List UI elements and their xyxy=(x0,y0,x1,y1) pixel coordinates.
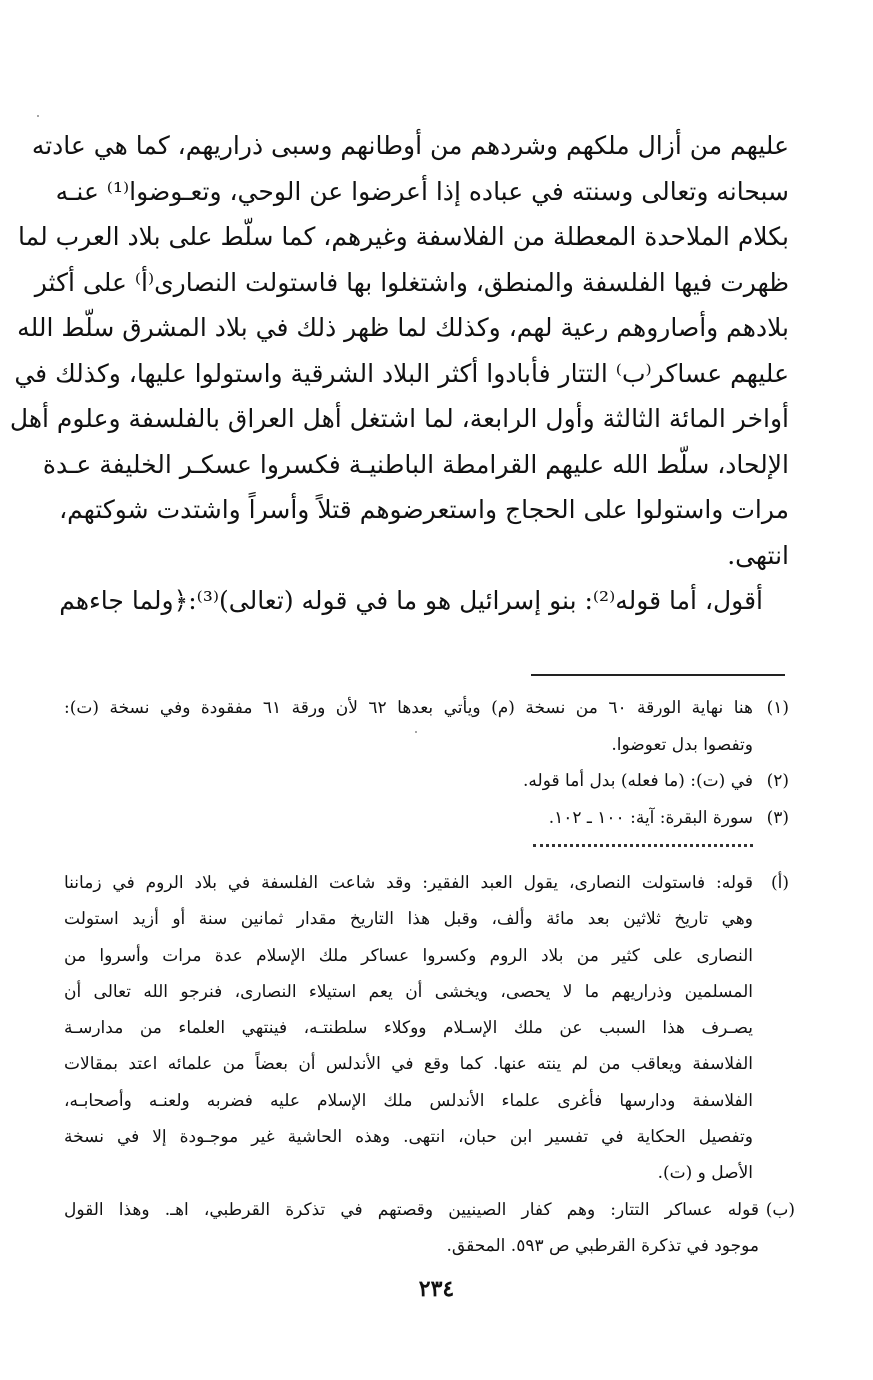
footnote-line: في (ت): (ما فعله) بدل أما قوله. xyxy=(523,771,753,791)
footnote-1 xyxy=(64,690,789,763)
dotted-separator xyxy=(533,844,753,867)
footnote-line: هنا نهاية الورقة ٦٠ من نسخة (م) ويأتي بعدها ٦٢ لأن ورقة ٦١ مفقودة وفي نسخة (ت): xyxy=(64,698,753,718)
main-line-7: أواخر المائة الثالثة وأول الرابعة، لما اشتغل أهل العراق بالفلسفة وعلوم أهل xyxy=(9,404,789,433)
annotation-line: النصارى على كثير من بلاد الروم وكسروا عساكر ملك الإسلام عدة مرات وأسروا من xyxy=(64,945,753,966)
annotation-line: الأصل و (ت). xyxy=(657,1163,753,1184)
footnote-marker: (٣) xyxy=(766,807,789,828)
annotation-line: قوله عساكر التتار: وهم كفار الصينيين وقصتهم في تذكرة القرطبي، اهـ. وهذا القول xyxy=(64,1199,759,1220)
footnote-marker: (٢) xyxy=(766,771,789,791)
main-line-3: بكلام الملاحدة المعطلة من الفلاسفة وغيرهم، كما سلّط على بلاد العرب لما xyxy=(18,222,789,251)
annotation-line: يصـرف هذا السبب عن ملك الإسـلام ووكلاء سلطنتـه، فينتهي العلماء من مدارسـة xyxy=(64,1018,753,1039)
footnote-body xyxy=(64,800,753,837)
annotation-line: المسلمين وذراريهم ما لا يحصى، ويخشى أن يعم استيلاء النصارى، فنرجو الله تعالى أن xyxy=(64,981,753,1002)
main-para2-line-1: أقول، أما قوله⁽²⁾: بنو إسرائيل هو ما في قوله (تعالى)⁽³⁾:﴿ولما جاءهم xyxy=(59,586,763,615)
main-line-8: الإلحاد، سلّط الله عليهم القرامطة الباطنيـة فكسروا عسكـر الخليفة عـدة xyxy=(42,449,789,479)
main-line-4: ظهرت فيها الفلسفة والمنطق، واشتغلوا بها فاستولت النصارى⁽أ⁾ على أكثر xyxy=(34,267,789,297)
annotation-line: وهي تاريخ ثلاثين بعد مائة وألف، وقبل هذا التاريخ مقدار ثمانين سنة أو أزيد استولت xyxy=(64,909,753,930)
annotation-beh xyxy=(64,1192,795,1265)
main-text xyxy=(9,123,789,624)
annotation-alef xyxy=(64,865,789,1192)
annotation-line: الفلاسفة ويعاقب من لم ينته عنها. كما وقع في الأندلس أن بعضاً من علمائه اعتد بمقالات xyxy=(64,1054,753,1075)
annotation-line: الفلاسفة ودارسها فأغرى علماء الأندلس ملك الإسلام عليه فضربه ولعنـه وأصحابـه، xyxy=(64,1090,753,1111)
main-line-10: انتهى. xyxy=(727,540,789,570)
annotation-line: قوله: فاستولت النصارى، يقول العبد الفقير: وقد شاعت الفلسفة في بلاد الروم في زماننا xyxy=(64,873,753,893)
footnote-2 xyxy=(64,763,789,800)
annotation-body xyxy=(64,1192,759,1265)
scan-speck xyxy=(415,731,417,733)
main-line-1: عليهم من أزال ملكهم وشردهم من أوطانهم وسبى ذراريهم، كما هي عادته xyxy=(31,131,789,160)
footnote-separator xyxy=(531,674,785,676)
annotation-line: وتفصيل الحكاية في تفسير ابن حبان، انتهى. وهذه الحاشية غير موجـودة إلا في نسخة xyxy=(64,1127,753,1148)
footnote-line: سورة البقرة: آية: ١٠٠ ـ ١٠٢. xyxy=(548,807,753,828)
annotation-line: موجود في تذكرة القرطبي ص ٥٩٣. المحقق. xyxy=(446,1235,759,1256)
main-line-9: مرات واستولوا على الحجاج واستعرضوهم قتلاً وأسراً واشتدت شوكتهم، xyxy=(59,495,789,524)
main-line-5: بلادهم وأصاروهم رعية لهم، وكذلك لما ظهر ذلك في بلاد المشرق سلّط الله xyxy=(17,313,789,342)
footnote-3 xyxy=(64,800,789,837)
page-number: ٢٣٤ xyxy=(418,1276,455,1302)
footnote-body xyxy=(64,690,753,763)
footnotes-section xyxy=(64,690,795,1264)
footnote-body xyxy=(64,763,753,800)
annotation-marker: (أ) xyxy=(771,873,789,893)
main-line-2: سبحانه وتعالى وسنته في عباده إذا أعرضوا عن الوحي، وتعـوضوا⁽¹⁾ عنـه xyxy=(55,176,789,206)
footnote-marker: (١) xyxy=(766,698,789,718)
footnote-line: وتفصوا بدل تعوضوا. xyxy=(611,734,753,755)
main-line-6: عليهم عساكر⁽ب⁾ التتار فأبادوا أكثر البلاد الشرقية واستولوا عليها، وكذلك في xyxy=(14,358,789,388)
scan-speck xyxy=(37,115,39,117)
annotation-body xyxy=(64,865,753,1192)
annotation-marker: (ب) xyxy=(765,1199,795,1220)
